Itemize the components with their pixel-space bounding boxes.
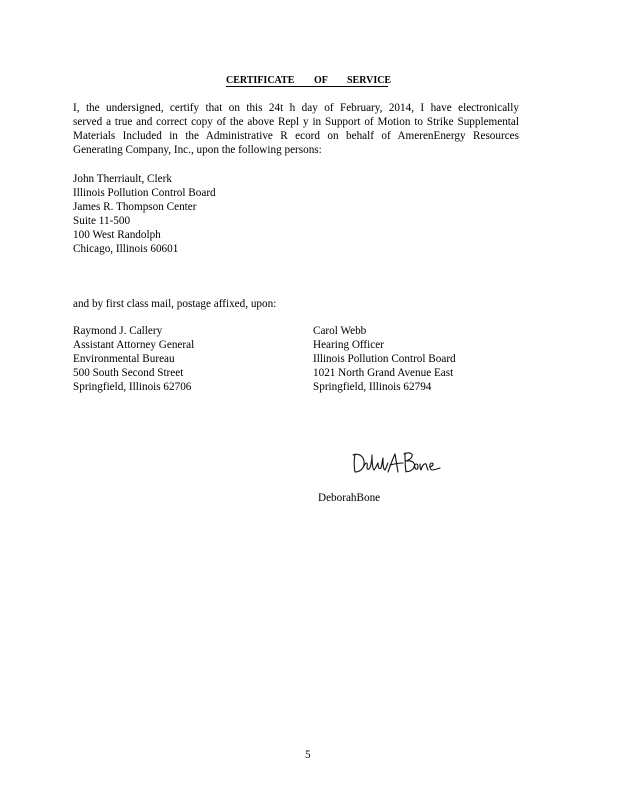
address-line: 500 South Second Street bbox=[73, 367, 184, 379]
address-line: Assistant Attorney General bbox=[73, 339, 195, 351]
address-line: 100 West Randolph bbox=[73, 229, 161, 241]
title-word-of: OF bbox=[314, 75, 328, 86]
handwritten-signature bbox=[351, 448, 443, 478]
signer-name: DeborahBone bbox=[318, 492, 381, 504]
address-line: John Therriault, Clerk bbox=[73, 173, 172, 185]
address-line: Springfield, Illinois 62794 bbox=[313, 381, 432, 393]
service-paragraph bbox=[73, 101, 519, 157]
paragraph-line: Materials Included in the Administrative R ecord on behalf of AmerenEnergy Resources bbox=[73, 130, 519, 142]
address-line: Hearing Officer bbox=[313, 339, 384, 351]
title-word-service: SERVICE bbox=[347, 75, 392, 86]
address-line: 1021 North Grand Avenue East bbox=[313, 367, 454, 379]
address-line: Suite 11-500 bbox=[73, 215, 131, 227]
clerk-address-block bbox=[73, 172, 216, 256]
address-line: James R. Thompson Center bbox=[73, 201, 197, 213]
address-line: Illinois Pollution Control Board bbox=[73, 187, 216, 199]
recipient-left-block bbox=[73, 324, 194, 394]
address-line: Raymond J. Callery bbox=[73, 325, 163, 337]
paragraph-line: Generating Company, Inc., upon the following persons: bbox=[73, 144, 322, 156]
recipient-right-block bbox=[313, 324, 456, 394]
address-line: Environmental Bureau bbox=[73, 353, 175, 365]
address-line: Springfield, Illinois 62706 bbox=[73, 381, 192, 393]
address-line: Carol Webb bbox=[313, 325, 367, 337]
certificate-title bbox=[226, 75, 392, 87]
paragraph-line: I, the undersigned, certify that on this 24t h day of February, 2014, I have electronically bbox=[73, 102, 519, 114]
title-word-certificate: CERTIFICATE bbox=[226, 75, 295, 86]
paragraph-line: served a true and correct copy of the above Repl y in Support of Motion to Strike Supplemental bbox=[73, 116, 519, 128]
page-number: 5 bbox=[305, 749, 311, 761]
signature-icon bbox=[351, 448, 443, 478]
mail-service-line: and by first class mail, postage affixed, upon: bbox=[73, 298, 277, 310]
address-line: Illinois Pollution Control Board bbox=[313, 353, 456, 365]
address-line: Chicago, Illinois 60601 bbox=[73, 243, 179, 255]
